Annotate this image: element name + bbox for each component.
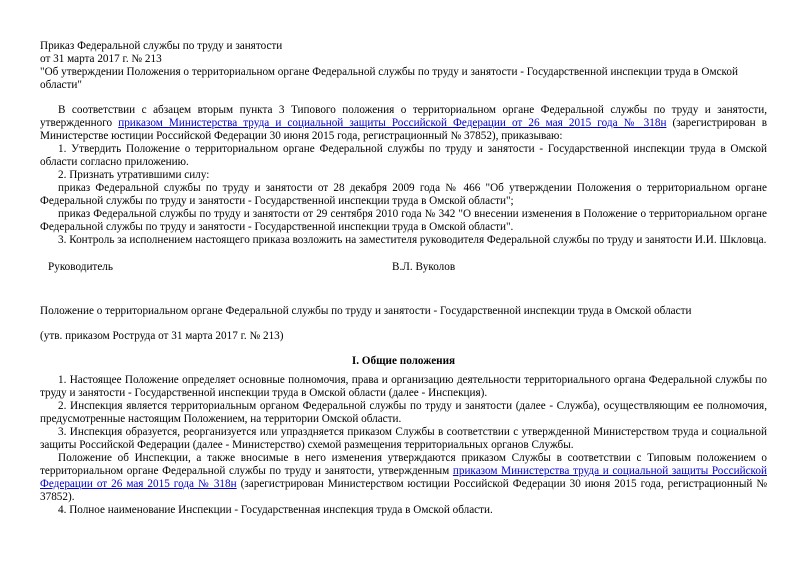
- appendix-title: Положение о территориальном органе Федеральной службы по труду и занятости - Государственной инспекции труда в Омской области: [40, 305, 692, 317]
- item-3: 3. Контроль за исполнением настоящего приказа возложить на заместителя руководителя Федеральной службы по труду и занятости И.И. Шкловца.: [58, 234, 767, 246]
- document-header: [40, 40, 767, 92]
- item-2: 2. Признать утратившими силу:: [58, 169, 210, 181]
- header-date: от 31 марта 2017 г. № 213: [40, 53, 162, 65]
- section-p3: 3. Инспекция образуется, реорганизуется или упраздняется приказом Службы в соответствии с утвержденной Министерством труда и социальной защиты Российской Федерации (далее - Министерство) схемой размещения территориальных органов Службы.: [40, 426, 767, 451]
- item-1: 1. Утвердить Положение о территориальном органе Федеральной службы по труду и занятости - Государственной инспекции труда в Омской области согласно приложению.: [40, 143, 767, 168]
- order-318n-link[interactable]: приказом Министерства труда и социальной защиты Российской Федерации от 26 мая 2015 года № 318н: [118, 117, 667, 129]
- item-2b: приказ Федеральной службы по труду и занятости от 29 сентября 2010 года № 342 "О внесении изменения в Положение о территориальном органе Федеральной службы по труду и занятости - Государственной инспекции труда в Омской области".: [40, 208, 767, 233]
- appendix-approved: (утв. приказом Роструда от 31 марта 2017 г. № 213): [40, 330, 284, 342]
- preamble: В соответствии с абзацем вторым пункта 3 Типового положения о территориальном органе Федеральной службы по труду и занятости, утвержденного приказом Министерства труда и социальной защиты Российской Федерации от 26 мая 2015 года № 318н (зарегистрирован в Министерстве юстиции Российской Федерации 30 июня 2015 года, регистрационный № 37852), приказываю:: [40, 104, 767, 142]
- item-2a: приказ Федеральной службы по труду и занятости от 28 декабря 2009 года № 466 "Об утверждении Положения о территориальном органе Федеральной службы по труду и занятости - Государственной инспекции труда в Омской области";: [40, 182, 767, 207]
- section-p5: 4. Полное наименование Инспекции - Государственная инспекция труда в Омской области.: [58, 504, 493, 516]
- header-title: Приказ Федеральной службы по труду и занятости: [40, 40, 283, 52]
- signature-role: Руководитель: [48, 261, 113, 273]
- signature-block: [40, 261, 767, 275]
- section-p4: Положение об Инспекции, а также вносимые в него изменения утверждаются приказом Службы в соответствии с Типовым положением о территориальном органе Федеральной службы по труду и занятости, утвержденным приказом Министерства труда и социальной защиты Российской Федерации от 26 мая 2015 года № 318н (зарегистрирован Министерством юстиции Российской Федерации 30 июня 2015 года, регистрационный № 37852).: [40, 452, 768, 503]
- section-title: I. Общие положения: [351, 355, 456, 367]
- order-318n-link-2[interactable]: приказом Министерства труда и социальной защиты Российской Федерации от 26 мая 2015 года № 318н: [40, 465, 767, 490]
- header-subject: "Об утверждении Положения о территориальном органе Федеральной службы по труду и занятости - Государственной инспекции труда в Омской области": [40, 66, 739, 91]
- signature-name: В.Л. Вуколов: [392, 261, 456, 273]
- section-p2: 2. Инспекция является территориальным органом Федеральной службы по труду и занятости (далее - Служба), осуществляющим ее полномочия, предусмотренные настоящим Положением, на территории Омской области.: [40, 400, 767, 425]
- section-p1: 1. Настоящее Положение определяет основные полномочия, права и организацию деятельности территориального органа Федеральной службы по труду и занятости - Государственной инспекции труда в Омской области (далее - Инспекция).: [40, 374, 767, 399]
